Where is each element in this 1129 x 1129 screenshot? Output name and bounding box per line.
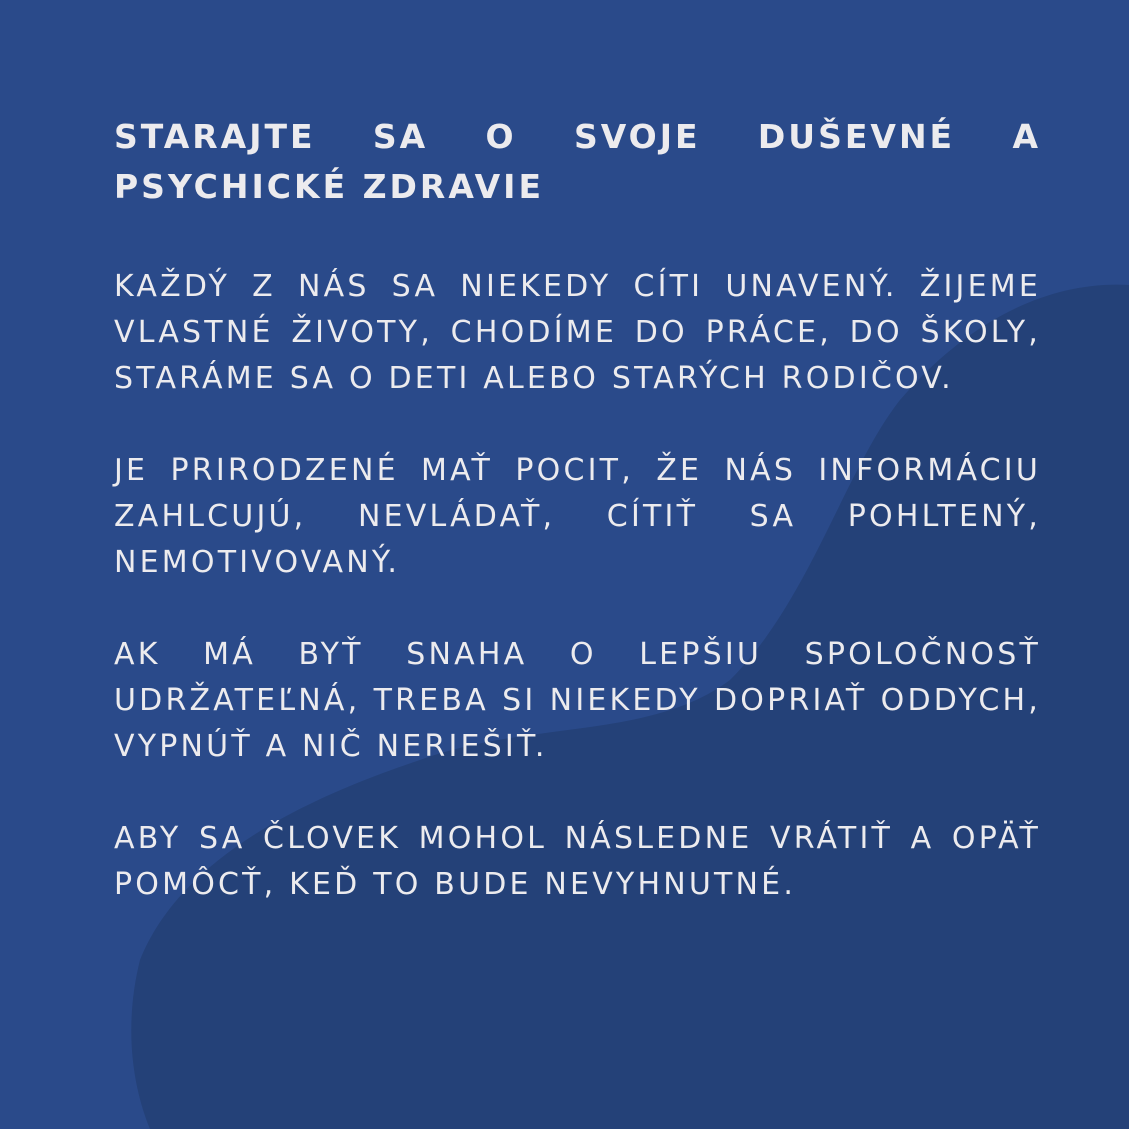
page-title: STARAJTE SA O SVOJE DUŠEVNÉ A PSYCHICKÉ ZDRAVIE [114, 117, 1041, 206]
paragraph-3: AK MÁ BYŤ SNAHA O LEPŠIU SPOLOČNOSŤ UDRŽATEĽNÁ, TREBA SI NIEKEDY DOPRIAŤ ODDYCH, VYPNÚŤ A NIČ NERIEŠIŤ. [114, 637, 1041, 764]
paragraph-2: JE PRIRODZENÉ MAŤ POCIT, ŽE NÁS INFORMÁCIU ZAHLCUJÚ, NEVLÁDAŤ, CÍTIŤ SA POHLTENÝ, NEMOTIVOVANÝ. [114, 453, 1041, 580]
text-content [114, 112, 1041, 908]
paragraph-1: KAŽDÝ Z NÁS SA NIEKEDY CÍTI UNAVENÝ. ŽIJEME VLASTNÉ ŽIVOTY, CHODÍME DO PRÁCE, DO ŠKOLY, STARÁME SA O DETI ALEBO STARÝCH RODIČOV. [114, 269, 1041, 396]
paragraph-4: ABY SA ČLOVEK MOHOL NÁSLEDNE VRÁTIŤ A OPÄŤ POMÔCŤ, KEĎ TO BUDE NEVYHNUTNÉ. [114, 821, 1041, 902]
